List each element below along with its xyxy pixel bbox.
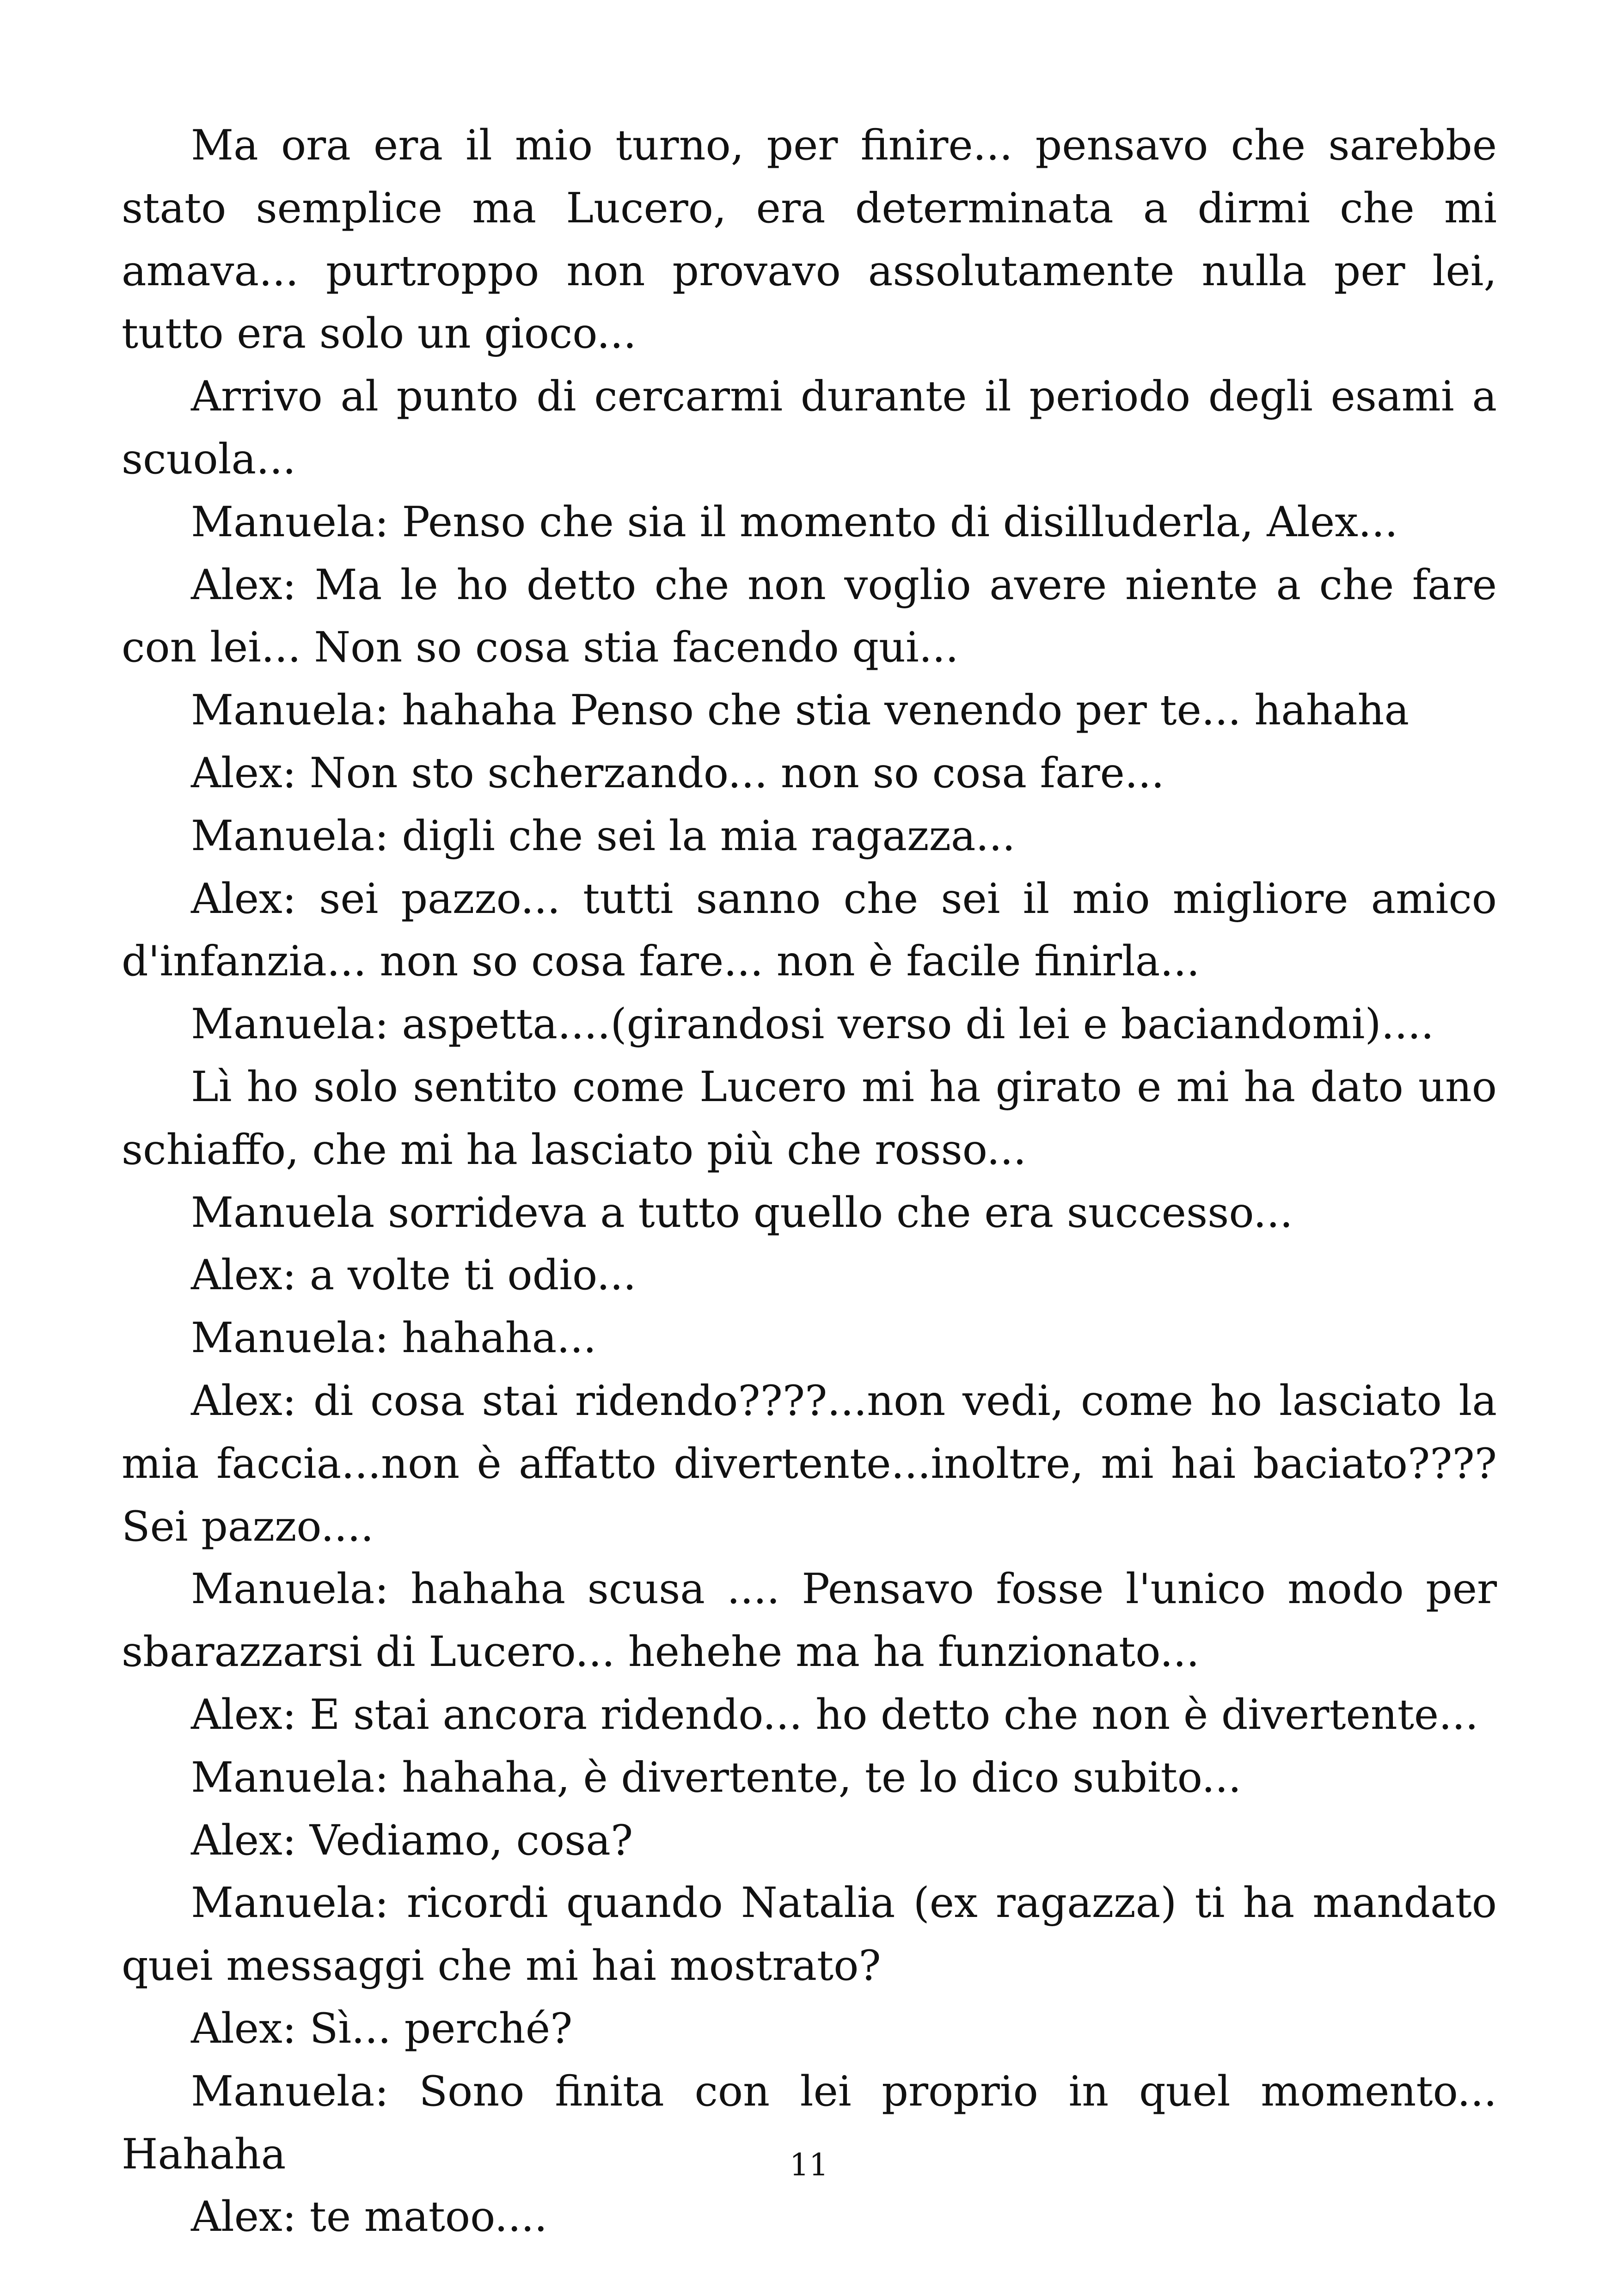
paragraph: Ma ora era il mio turno, per finire... pensavo che sarebbe stato semplice ma Lucero, era determinata a dirmi che mi amava... purtroppo non provavo assolutamente nulla per lei, tutto era solo un gioco...: [122, 121, 1497, 358]
paragraph: Manuela: hahaha, è divertente, te lo dico subito...: [191, 1753, 1242, 1802]
paragraph: Manuela: digli che sei la mia ragazza...: [191, 811, 1016, 860]
page-number: 11: [790, 2147, 828, 2183]
paragraph: Alex: te matoo....: [191, 2192, 548, 2241]
paragraph: Alex: Vediamo, cosa?: [191, 1816, 633, 1865]
paragraph: Alex: E stai ancora ridendo... ho detto che non è divertente...: [191, 1690, 1478, 1739]
paragraph: Manuela: hahaha Penso che stia venendo per te... hahaha: [191, 686, 1410, 735]
paragraph: Alex: sei pazzo... tutti sanno che sei il mio migliore amico d'infanzia... non so cosa fare... non è facile finirla...: [122, 874, 1497, 986]
paragraph: Alex: Sì... perché?: [191, 2004, 573, 2053]
body-text: [122, 114, 1497, 2248]
paragraph: Alex: Ma le ho detto che non voglio avere niente a che fare con lei... Non so cosa stia facendo qui...: [122, 560, 1497, 672]
paragraph: Alex: Non sto scherzando... non so cosa fare...: [191, 748, 1164, 797]
paragraph: Manuela: hahaha...: [191, 1314, 597, 1363]
paragraph: Manuela: Penso che sia il momento di disilluderla, Alex...: [191, 497, 1398, 546]
paragraph: Manuela: hahaha scusa .... Pensavo fosse l'unico modo per sbarazzarsi di Lucero... hehehe ma ha funzionato...: [122, 1565, 1497, 1677]
paragraph: Alex: a volte ti odio...: [191, 1251, 637, 1300]
paragraph: Manuela: Sono finita con lei proprio in quel momento... Hahaha: [122, 2067, 1497, 2179]
paragraph: Manuela: aspetta....(girandosi verso di lei e baciandomi)....: [191, 1000, 1434, 1049]
paragraph: Alex: di cosa stai ridendo????...non vedi, come ho lasciato la mia faccia...non è affatto divertente...inoltre, mi hai baciato???? Sei pazzo....: [122, 1376, 1497, 1551]
paragraph: Manuela sorrideva a tutto quello che era successo...: [191, 1188, 1293, 1237]
paragraph: Manuela: ricordi quando Natalia (ex ragazza) ti ha mandato quei messaggi che mi hai mostrato?: [122, 1879, 1497, 1990]
paragraph: Arrivo al punto di cercarmi durante il periodo degli esami a scuola...: [122, 372, 1497, 484]
paragraph: Lì ho solo sentito come Lucero mi ha girato e mi ha dato uno schiaffo, che mi ha lasciato più che rosso...: [122, 1062, 1497, 1174]
